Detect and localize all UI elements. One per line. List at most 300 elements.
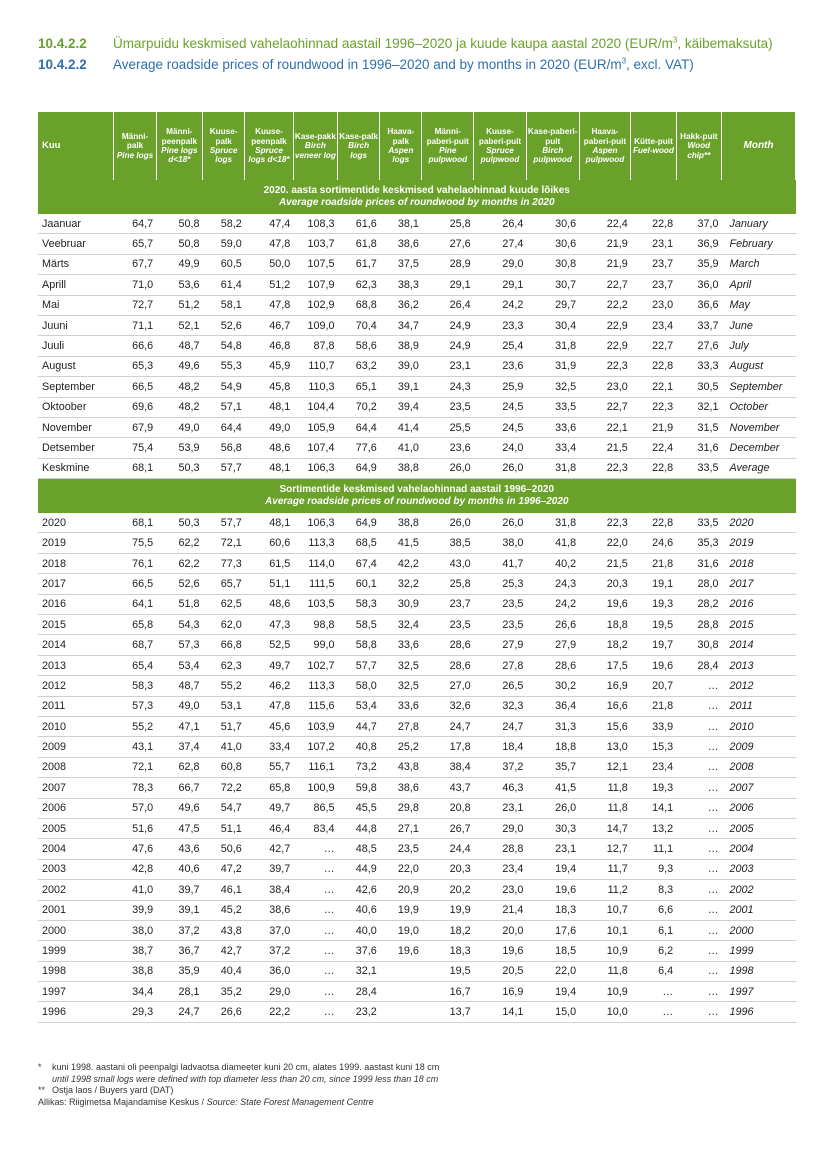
table-cell: 51,6 [114,818,156,838]
table-cell: 46,8 [245,336,294,356]
row-label-en: 2000 [722,920,796,940]
table-cell: 22,8 [631,513,676,533]
row-label-en: August [722,356,796,376]
table-cell: 33,3 [676,356,721,376]
table-cell: 39,7 [245,859,294,879]
table-cell: 115,6 [293,696,337,716]
footnote-2: ** Ostja laos / Buyers yard (DAT) [38,1085,174,1095]
table-cell: 30,3 [526,818,579,838]
table-row [38,513,796,533]
table-row [38,920,796,940]
table-cell: 21,4 [474,900,527,920]
table-cell: 25,8 [422,214,474,234]
title-en-sup: 3 [621,56,627,66]
row-label: 2004 [38,839,114,859]
table-cell: 47,5 [156,818,202,838]
table-cell: 28,6 [422,635,474,655]
table-cell: 38,7 [114,941,156,961]
table-cell: 22,8 [631,458,676,478]
table-cell: 35,9 [676,254,721,274]
table-cell: 26,7 [422,818,474,838]
table-cell: 18,3 [422,941,474,961]
table-cell: 20,3 [422,859,474,879]
table-cell: 26,0 [422,513,474,533]
table-cell: 106,3 [293,513,337,533]
table-cell: 17,8 [422,737,474,757]
table-cell: 67,9 [114,417,156,437]
table-cell: 66,5 [114,574,156,594]
table-cell: 77,3 [203,553,245,573]
table-cell [380,1002,422,1022]
table-cell: 45,5 [338,798,380,818]
table-row [38,315,796,335]
table-cell: 76,1 [114,553,156,573]
table-cell: 37,5 [380,254,422,274]
table-cell: 9,3 [631,859,676,879]
row-label: 2001 [38,900,114,920]
table-cell: 23,5 [422,397,474,417]
table-cell: 58,2 [203,214,245,234]
table-cell: 23,4 [631,757,676,777]
row-label-en: 2018 [722,553,796,573]
table-cell: 53,6 [156,275,202,295]
table-cell: 99,0 [293,635,337,655]
table-cell: 57,7 [203,513,245,533]
table-cell: 116,1 [293,757,337,777]
table-cell: 71,0 [114,275,156,295]
table-cell: 30,7 [526,275,579,295]
row-label: Detsember [38,438,114,458]
table-cell: 86,5 [293,798,337,818]
table-row [38,533,796,553]
header-col-2 [203,112,245,180]
header-kuu: Kuu [38,112,114,180]
table-cell: 69,6 [114,397,156,417]
table-cell: 61,5 [245,553,294,573]
table-cell: 23,7 [422,594,474,614]
table-cell: 22,0 [579,533,631,553]
table-cell: 65,8 [114,615,156,635]
table-cell: … [676,880,721,900]
table-cell: … [676,1002,721,1022]
table-cell: 83,4 [293,818,337,838]
table-cell: 87,8 [293,336,337,356]
table-row [38,553,796,573]
row-label: 2015 [38,615,114,635]
section-header [38,479,796,514]
header-col-en: Spruce pulpwood [480,146,520,165]
table-cell: 23,2 [338,1002,380,1022]
header-row [38,112,796,180]
table-row [38,982,796,1002]
row-label: Mai [38,295,114,315]
title-estonian [38,34,798,53]
table-cell: 23,4 [474,859,527,879]
row-label: 2008 [38,757,114,777]
table-cell: 57,7 [203,458,245,478]
table-cell: 33,6 [380,635,422,655]
table-cell: … [293,982,337,1002]
table-cell: 33,6 [526,417,579,437]
table-cell: 11,8 [579,798,631,818]
table-cell: 38,3 [380,275,422,295]
table-cell: 19,3 [631,778,676,798]
table-cell: 31,8 [526,513,579,533]
table-cell: 21,9 [579,234,631,254]
table-cell: 10,9 [579,941,631,961]
row-label: 2012 [38,676,114,696]
table-cell: 30,9 [380,594,422,614]
table-cell: 29,0 [245,982,294,1002]
table-cell: 52,6 [203,315,245,335]
table-cell: 23,5 [422,615,474,635]
table-cell: 32,5 [526,377,579,397]
table-cell: 49,9 [156,254,202,274]
table-cell: 30,8 [676,635,721,655]
table-cell: 24,5 [474,397,527,417]
row-label-en: 2003 [722,859,796,879]
table-cell: 22,2 [245,1002,294,1022]
table-cell: 36,7 [156,941,202,961]
table-cell: … [676,920,721,940]
table-cell: … [676,676,721,696]
row-label-en: September [722,377,796,397]
row-label: 2010 [38,716,114,736]
table-cell: 28,4 [338,982,380,1002]
table-cell: … [631,982,676,1002]
table-cell: 22,4 [631,438,676,458]
table-cell: 30,6 [526,214,579,234]
header-col-et: Kuuse-peenpalk [251,127,287,146]
table-cell: 32,5 [380,676,422,696]
table-cell: 22,9 [579,336,631,356]
table-cell: 58,6 [338,336,380,356]
table-cell: 19,6 [526,880,579,900]
row-label: November [38,417,114,437]
table-cell: 50,6 [203,839,245,859]
table-cell: 30,5 [676,377,721,397]
row-label: 2002 [38,880,114,900]
table-cell: 41,0 [380,438,422,458]
table-cell: 72,1 [203,533,245,553]
table-cell: … [676,941,721,961]
table-cell: 6,6 [631,900,676,920]
table-cell: 47,2 [203,859,245,879]
table-cell: 18,3 [526,900,579,920]
table-cell: 37,4 [156,737,202,757]
title-english [38,55,798,74]
row-label: Jaanuar [38,214,114,234]
header-col-en: Birch pulpwood [533,146,573,165]
table-cell: 41,8 [526,533,579,553]
table-row [38,818,796,838]
table-cell: 15,3 [631,737,676,757]
row-label: 2011 [38,696,114,716]
table-cell: 60,1 [338,574,380,594]
row-label: 1997 [38,982,114,1002]
row-label-en: December [722,438,796,458]
table-cell: 49,6 [156,798,202,818]
table-cell: 65,4 [114,655,156,675]
table-cell: 19,4 [526,982,579,1002]
table-row [38,635,796,655]
table-cell: 27,1 [380,818,422,838]
table-cell: 25,8 [422,574,474,594]
table-cell: 29,8 [380,798,422,818]
row-label: Aprill [38,275,114,295]
table-cell: 102,9 [293,295,337,315]
table-cell: 24,0 [474,438,527,458]
table-cell: 47,8 [245,295,294,315]
table-cell: 15,6 [579,716,631,736]
table-cell: 51,2 [245,275,294,295]
header-col-et: Kuuse-palk [209,127,238,146]
table-cell: 43,8 [203,920,245,940]
table-cell: 24,2 [474,295,527,315]
table-cell: 39,1 [156,900,202,920]
table-cell: 17,5 [579,655,631,675]
table-cell: 22,7 [631,336,676,356]
table-cell: 39,7 [156,880,202,900]
table-row [38,336,796,356]
table-cell: 31,6 [676,438,721,458]
table-cell: 39,0 [380,356,422,376]
table-cell: 62,2 [156,553,202,573]
row-label-en: 2006 [722,798,796,818]
table-cell: 43,6 [156,839,202,859]
table-cell: 6,4 [631,961,676,981]
table-cell: 23,5 [474,594,527,614]
table-cell: 60,8 [203,757,245,777]
table-cell: 53,9 [156,438,202,458]
table-cell: 43,0 [422,553,474,573]
table-row [38,594,796,614]
table-cell: 48,6 [245,438,294,458]
header-col-12 [676,112,721,180]
row-label-en: 2012 [722,676,796,696]
table-cell: 38,6 [380,234,422,254]
table-cell: 16,9 [474,982,527,1002]
table-cell: 21,5 [579,553,631,573]
table-cell: 62,3 [338,275,380,295]
header-col-en: Aspen logs [388,146,414,165]
row-label: Veebruar [38,234,114,254]
table-cell: 38,6 [380,778,422,798]
table-cell: 31,9 [526,356,579,376]
source-note [38,1097,798,1109]
row-label-en: 2016 [722,594,796,614]
table-cell: 20,3 [579,574,631,594]
header-col-en: Birch logs [348,141,370,160]
table-cell: 75,5 [114,533,156,553]
table-cell: 41,5 [526,778,579,798]
table-cell: 62,5 [203,594,245,614]
table-cell: 66,5 [114,377,156,397]
table-cell: 102,7 [293,655,337,675]
table-cell: 18,8 [579,615,631,635]
table-cell: 64,7 [114,214,156,234]
table-cell: … [676,778,721,798]
table-cell: 61,8 [338,234,380,254]
table-cell: … [676,982,721,1002]
table-cell: 16,9 [579,676,631,696]
table-cell: 114,0 [293,553,337,573]
table-cell: 29,0 [474,818,527,838]
table-cell: 72,7 [114,295,156,315]
table-cell: 68,8 [338,295,380,315]
table-cell: 33,4 [245,737,294,757]
table-cell: 49,0 [156,417,202,437]
table-cell: 23,1 [631,234,676,254]
table-cell: 22,8 [631,356,676,376]
table-cell: 56,8 [203,438,245,458]
table-cell: 10,9 [579,982,631,1002]
table-cell: 38,6 [245,900,294,920]
table-cell: 35,7 [526,757,579,777]
table-cell: 20,0 [474,920,527,940]
table-cell: 25,3 [474,574,527,594]
table-cell: 33,9 [631,716,676,736]
table-cell: 73,2 [338,757,380,777]
table-cell: 33,5 [676,458,721,478]
table-cell: 64,1 [114,594,156,614]
row-label-en: 2015 [722,615,796,635]
table-cell: 25,2 [380,737,422,757]
table-cell: 48,1 [245,397,294,417]
table-cell: … [676,757,721,777]
table-cell: 44,8 [338,818,380,838]
table-cell: 18,4 [474,737,527,757]
table-cell: 61,7 [338,254,380,274]
table-cell: 107,5 [293,254,337,274]
table-cell: … [293,859,337,879]
table-cell: 22,0 [380,859,422,879]
table-cell: 48,5 [338,839,380,859]
row-label: Keskmine [38,458,114,478]
table-cell: 72,2 [203,778,245,798]
footnote-2-text: Ostja laos / Buyers yard (DAT) [52,1085,174,1095]
row-label-en: 2004 [722,839,796,859]
table-cell: 11,1 [631,839,676,859]
table-cell: 24,7 [422,716,474,736]
header-col-et: Männi-palk [121,131,149,151]
table-cell: … [676,900,721,920]
header-col-et: Kase-palk [339,131,378,141]
table-cell: 54,8 [203,336,245,356]
table-cell: … [293,900,337,920]
table-cell: 28,4 [676,655,721,675]
table-cell: 23,0 [631,295,676,315]
table-cell: 26,0 [474,458,527,478]
table-cell: 47,3 [245,615,294,635]
table-cell: 21,9 [631,417,676,437]
table-cell: 11,8 [579,778,631,798]
table-cell: 57,3 [114,696,156,716]
table-cell: 66,7 [156,778,202,798]
table-cell: 17,6 [526,920,579,940]
row-label: 2018 [38,553,114,573]
table-cell: 64,9 [338,458,380,478]
table-cell: 19,7 [631,635,676,655]
table-cell: 22,3 [631,397,676,417]
table-cell: 21,8 [631,553,676,573]
table-cell: 33,7 [676,315,721,335]
header-col-0 [114,112,156,180]
table-cell: 49,0 [156,696,202,716]
row-label-en: 2001 [722,900,796,920]
table-cell: 41,7 [474,553,527,573]
table-cell: … [293,839,337,859]
table-row [38,214,796,234]
table-cell: 36,0 [676,275,721,295]
table-cell: 22,9 [579,315,631,335]
table-cell: 107,9 [293,275,337,295]
table-row [38,859,796,879]
table-row [38,417,796,437]
table-cell: 21,5 [579,438,631,458]
header-col-11 [631,112,676,180]
table-cell: 43,8 [380,757,422,777]
table-cell: 48,7 [156,676,202,696]
table-cell: 105,9 [293,417,337,437]
header-col-9 [526,112,579,180]
row-label: 2020 [38,513,114,533]
table-cell: 40,0 [338,920,380,940]
row-label-en: May [722,295,796,315]
table-cell: 19,9 [422,900,474,920]
table-cell: 40,6 [156,859,202,879]
table-row [38,798,796,818]
table-row [38,377,796,397]
table-cell: 22,8 [631,214,676,234]
row-label-en: 2008 [722,757,796,777]
table-cell: 20,7 [631,676,676,696]
title-en-text: Average roadside prices of roundwood in 1996–2020 and by months in 2020 (EUR/m [113,57,622,72]
table-cell: 67,7 [114,254,156,274]
table-cell: 58,0 [338,676,380,696]
table-cell: 66,8 [203,635,245,655]
table-cell: … [676,839,721,859]
table-cell [380,982,422,1002]
header-col-5 [338,112,380,180]
title-et-tail: , käibemaksuta) [677,36,773,51]
table-cell: 107,4 [293,438,337,458]
header-col-en: Fuel-wood [633,146,674,155]
table-cell: 110,7 [293,356,337,376]
table-cell: 13,2 [631,818,676,838]
table-cell: 75,4 [114,438,156,458]
table-cell: 48,7 [156,336,202,356]
table-cell: 23,0 [474,880,527,900]
table-cell: 100,9 [293,778,337,798]
table-cell: 54,7 [203,798,245,818]
table-number: 10.4.2.2 [38,36,87,51]
table-cell: 27,8 [380,716,422,736]
table-cell: 41,0 [114,880,156,900]
table-cell: 32,4 [380,615,422,635]
table-row [38,961,796,981]
table-number-en: 10.4.2.2 [38,57,87,72]
row-label: 2006 [38,798,114,818]
table-cell: 50,3 [156,513,202,533]
row-label-en: 2014 [722,635,796,655]
table-cell: 49,7 [245,798,294,818]
row-label-en: 2007 [722,778,796,798]
table-cell: 70,4 [338,315,380,335]
table-cell: 38,5 [422,533,474,553]
table-cell: 27,9 [526,635,579,655]
table-cell: 31,8 [526,458,579,478]
